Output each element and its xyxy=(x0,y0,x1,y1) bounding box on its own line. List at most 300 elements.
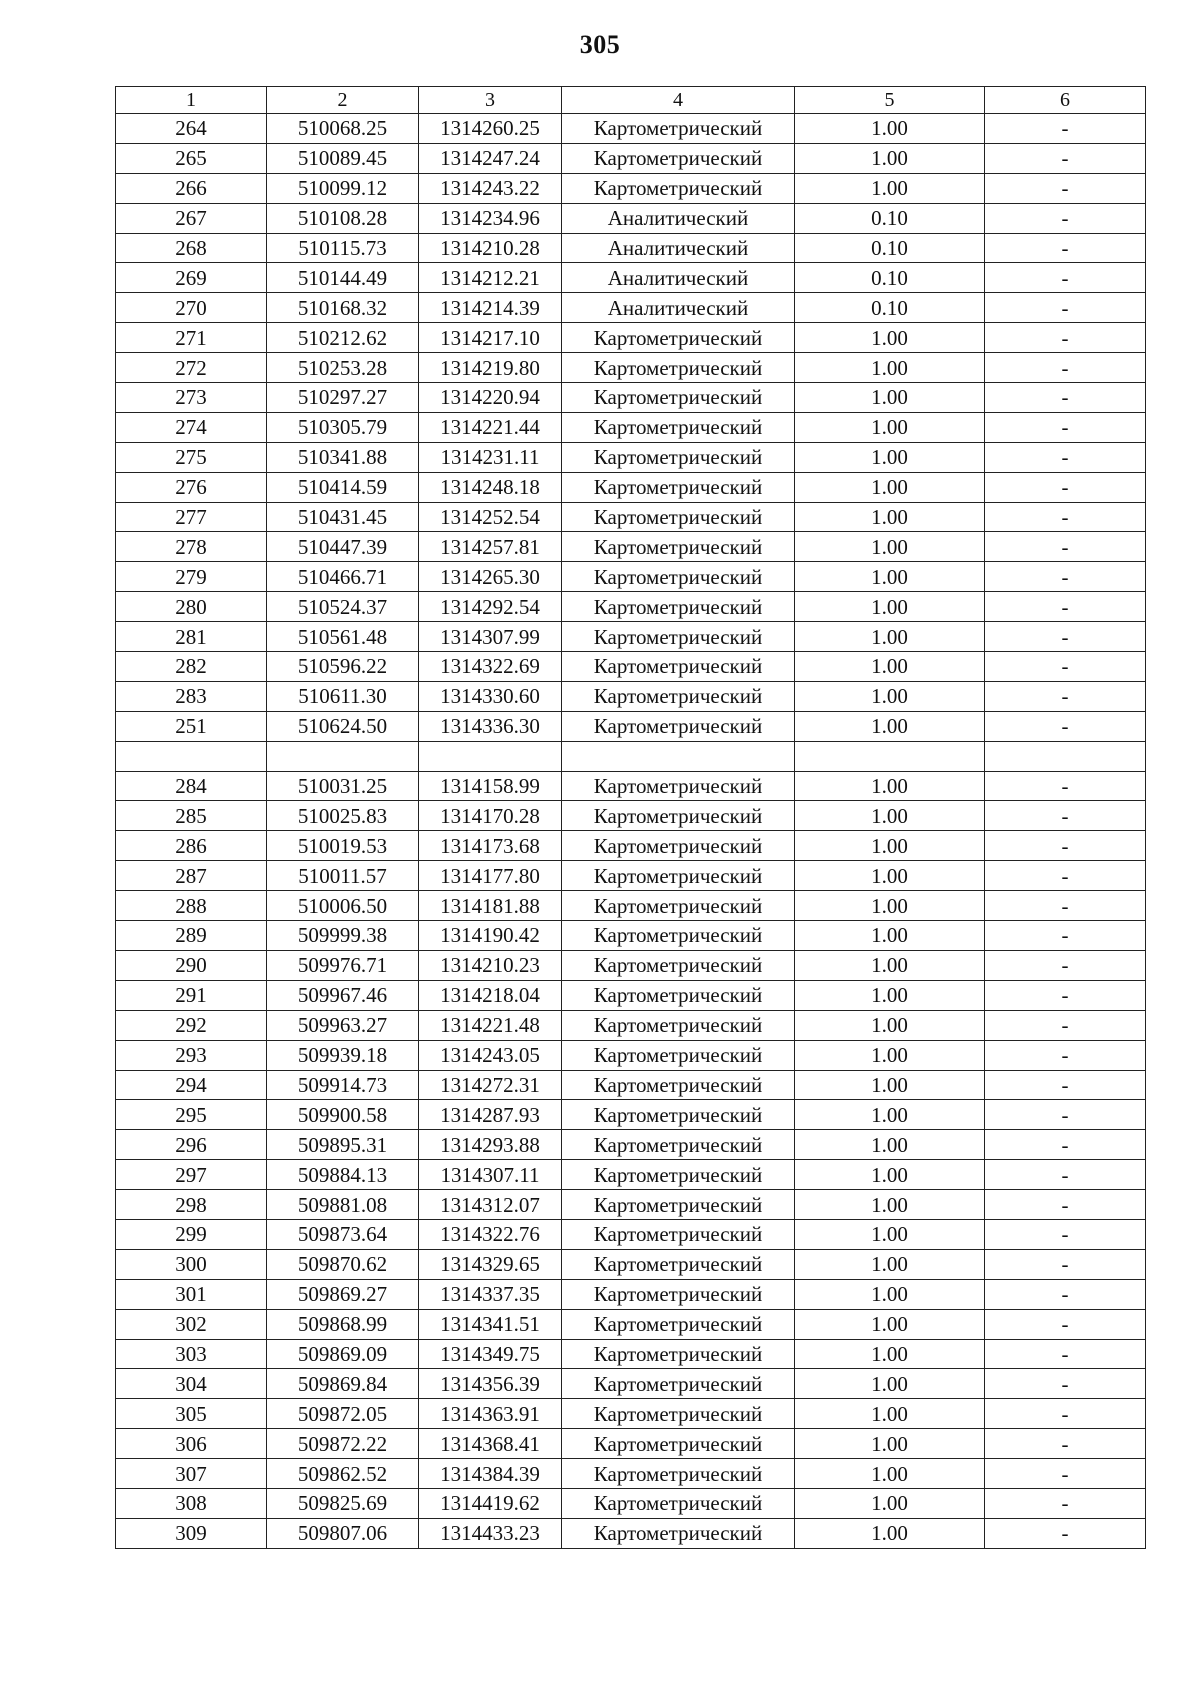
method-cell: Картометрический xyxy=(562,1309,795,1339)
note-cell: - xyxy=(985,1369,1146,1399)
x-coordinate-cell: 510068.25 xyxy=(267,114,419,144)
x-coordinate-cell: 509884.13 xyxy=(267,1160,419,1190)
method-cell: Картометрический xyxy=(562,861,795,891)
point-number-cell: 283 xyxy=(116,681,267,711)
method-cell: Аналитический xyxy=(562,233,795,263)
x-coordinate-cell: 510212.62 xyxy=(267,323,419,353)
table-row xyxy=(116,592,1146,622)
point-number-cell: 251 xyxy=(116,711,267,741)
table-row xyxy=(116,1429,1146,1459)
method-cell: Картометрический xyxy=(562,652,795,682)
table-row xyxy=(116,1339,1146,1369)
accuracy-cell: 1.00 xyxy=(795,1160,985,1190)
table-row xyxy=(116,383,1146,413)
x-coordinate-cell: 510144.49 xyxy=(267,263,419,293)
y-coordinate-cell: 1314356.39 xyxy=(419,1369,562,1399)
y-coordinate-cell: 1314336.30 xyxy=(419,711,562,741)
y-coordinate-cell: 1314231.11 xyxy=(419,442,562,472)
accuracy-cell: 1.00 xyxy=(795,891,985,921)
method-cell: Аналитический xyxy=(562,203,795,233)
method-cell: Картометрический xyxy=(562,1219,795,1249)
note-cell: - xyxy=(985,1249,1146,1279)
note-cell: - xyxy=(985,353,1146,383)
table-row xyxy=(116,1399,1146,1429)
method-cell: Картометрический xyxy=(562,801,795,831)
accuracy-cell: 1.00 xyxy=(795,950,985,980)
note-cell: - xyxy=(985,950,1146,980)
accuracy-cell: 1.00 xyxy=(795,412,985,442)
accuracy-cell: 1.00 xyxy=(795,1429,985,1459)
accuracy-cell: 1.00 xyxy=(795,1309,985,1339)
point-number-cell: 270 xyxy=(116,293,267,323)
accuracy-cell: 1.00 xyxy=(795,980,985,1010)
accuracy-cell: 1.00 xyxy=(795,1518,985,1548)
accuracy-cell: 1.00 xyxy=(795,1190,985,1220)
note-cell: - xyxy=(985,622,1146,652)
note-cell: - xyxy=(985,1429,1146,1459)
note-cell: - xyxy=(985,263,1146,293)
point-number-cell: 295 xyxy=(116,1100,267,1130)
y-coordinate-cell: 1314173.68 xyxy=(419,831,562,861)
x-coordinate-cell: 509895.31 xyxy=(267,1130,419,1160)
column-header: 5 xyxy=(795,87,985,114)
accuracy-cell: 1.00 xyxy=(795,562,985,592)
y-coordinate-cell xyxy=(419,741,562,771)
point-number-cell: 264 xyxy=(116,114,267,144)
note-cell: - xyxy=(985,831,1146,861)
column-header: 1 xyxy=(116,87,267,114)
method-cell: Картометрический xyxy=(562,1429,795,1459)
accuracy-cell: 1.00 xyxy=(795,1339,985,1369)
note-cell: - xyxy=(985,143,1146,173)
point-number-cell: 307 xyxy=(116,1459,267,1489)
y-coordinate-cell: 1314247.24 xyxy=(419,143,562,173)
table-row xyxy=(116,980,1146,1010)
y-coordinate-cell: 1314265.30 xyxy=(419,562,562,592)
point-number-cell: 287 xyxy=(116,861,267,891)
x-coordinate-cell: 509807.06 xyxy=(267,1518,419,1548)
accuracy-cell: 1.00 xyxy=(795,801,985,831)
table-row xyxy=(116,861,1146,891)
accuracy-cell: 1.00 xyxy=(795,383,985,413)
column-header: 4 xyxy=(562,87,795,114)
x-coordinate-cell: 510099.12 xyxy=(267,173,419,203)
point-number-cell: 297 xyxy=(116,1160,267,1190)
x-coordinate-cell: 510524.37 xyxy=(267,592,419,622)
point-number-cell: 300 xyxy=(116,1249,267,1279)
accuracy-cell: 1.00 xyxy=(795,711,985,741)
point-number-cell: 271 xyxy=(116,323,267,353)
table-row xyxy=(116,1459,1146,1489)
table-row xyxy=(116,532,1146,562)
accuracy-cell: 1.00 xyxy=(795,173,985,203)
method-cell: Картометрический xyxy=(562,1488,795,1518)
table-row xyxy=(116,1100,1146,1130)
note-cell: - xyxy=(985,1399,1146,1429)
y-coordinate-cell: 1314341.51 xyxy=(419,1309,562,1339)
y-coordinate-cell: 1314252.54 xyxy=(419,502,562,532)
accuracy-cell: 1.00 xyxy=(795,1488,985,1518)
table-row xyxy=(116,950,1146,980)
point-number-cell: 288 xyxy=(116,891,267,921)
note-cell: - xyxy=(985,891,1146,921)
point-number-cell: 266 xyxy=(116,173,267,203)
table-row xyxy=(116,293,1146,323)
method-cell: Картометрический xyxy=(562,711,795,741)
point-number-cell: 298 xyxy=(116,1190,267,1220)
y-coordinate-cell: 1314293.88 xyxy=(419,1130,562,1160)
accuracy-cell: 1.00 xyxy=(795,502,985,532)
method-cell: Картометрический xyxy=(562,1070,795,1100)
note-cell: - xyxy=(985,1219,1146,1249)
note-cell: - xyxy=(985,114,1146,144)
accuracy-cell: 1.00 xyxy=(795,323,985,353)
x-coordinate-cell: 510596.22 xyxy=(267,652,419,682)
method-cell: Картометрический xyxy=(562,383,795,413)
table-row xyxy=(116,801,1146,831)
point-number-cell: 265 xyxy=(116,143,267,173)
table-row xyxy=(116,622,1146,652)
table-row xyxy=(116,1219,1146,1249)
table-row xyxy=(116,1369,1146,1399)
table-row xyxy=(116,1190,1146,1220)
method-cell: Картометрический xyxy=(562,681,795,711)
table-row xyxy=(116,771,1146,801)
accuracy-cell xyxy=(795,741,985,771)
x-coordinate-cell: 510089.45 xyxy=(267,143,419,173)
method-cell: Картометрический xyxy=(562,1160,795,1190)
table-row xyxy=(116,831,1146,861)
method-cell: Картометрический xyxy=(562,1190,795,1220)
table-row xyxy=(116,442,1146,472)
y-coordinate-cell: 1314214.39 xyxy=(419,293,562,323)
method-cell: Картометрический xyxy=(562,1369,795,1399)
x-coordinate-cell: 510115.73 xyxy=(267,233,419,263)
table-row xyxy=(116,1279,1146,1309)
x-coordinate-cell: 510414.59 xyxy=(267,472,419,502)
y-coordinate-cell: 1314337.35 xyxy=(419,1279,562,1309)
point-number-cell: 282 xyxy=(116,652,267,682)
table-row xyxy=(116,1010,1146,1040)
note-cell: - xyxy=(985,1010,1146,1040)
note-cell: - xyxy=(985,801,1146,831)
x-coordinate-cell: 510019.53 xyxy=(267,831,419,861)
note-cell: - xyxy=(985,233,1146,263)
y-coordinate-cell: 1314217.10 xyxy=(419,323,562,353)
accuracy-cell: 0.10 xyxy=(795,233,985,263)
x-coordinate-cell: 509900.58 xyxy=(267,1100,419,1130)
note-cell: - xyxy=(985,293,1146,323)
x-coordinate-cell: 510466.71 xyxy=(267,562,419,592)
y-coordinate-cell: 1314219.80 xyxy=(419,353,562,383)
method-cell: Картометрический xyxy=(562,1040,795,1070)
point-number-cell: 272 xyxy=(116,353,267,383)
accuracy-cell: 1.00 xyxy=(795,1070,985,1100)
method-cell: Картометрический xyxy=(562,831,795,861)
point-number-cell: 291 xyxy=(116,980,267,1010)
accuracy-cell: 0.10 xyxy=(795,293,985,323)
point-number-cell: 280 xyxy=(116,592,267,622)
method-cell: Аналитический xyxy=(562,263,795,293)
x-coordinate-cell: 509914.73 xyxy=(267,1070,419,1100)
accuracy-cell: 1.00 xyxy=(795,1279,985,1309)
point-number-cell xyxy=(116,741,267,771)
y-coordinate-cell: 1314330.60 xyxy=(419,681,562,711)
accuracy-cell: 1.00 xyxy=(795,1399,985,1429)
note-cell: - xyxy=(985,442,1146,472)
accuracy-cell: 1.00 xyxy=(795,1369,985,1399)
page-number: 305 xyxy=(579,30,621,59)
method-cell: Картометрический xyxy=(562,1339,795,1369)
x-coordinate-cell: 509870.62 xyxy=(267,1249,419,1279)
x-coordinate-cell: 510253.28 xyxy=(267,353,419,383)
method-cell: Картометрический xyxy=(562,114,795,144)
x-coordinate-cell: 509976.71 xyxy=(267,950,419,980)
note-cell: - xyxy=(985,562,1146,592)
accuracy-cell: 1.00 xyxy=(795,681,985,711)
point-number-cell: 277 xyxy=(116,502,267,532)
note-cell: - xyxy=(985,173,1146,203)
x-coordinate-cell: 509963.27 xyxy=(267,1010,419,1040)
accuracy-cell: 1.00 xyxy=(795,592,985,622)
note-cell: - xyxy=(985,1040,1146,1070)
method-cell: Картометрический xyxy=(562,891,795,921)
point-number-cell: 269 xyxy=(116,263,267,293)
point-number-cell: 286 xyxy=(116,831,267,861)
table-row xyxy=(116,233,1146,263)
table-row xyxy=(116,1160,1146,1190)
x-coordinate-cell: 510447.39 xyxy=(267,532,419,562)
y-coordinate-cell: 1314221.48 xyxy=(419,1010,562,1040)
method-cell: Картометрический xyxy=(562,143,795,173)
method-cell: Картометрический xyxy=(562,622,795,652)
note-cell: - xyxy=(985,1339,1146,1369)
method-cell: Картометрический xyxy=(562,1459,795,1489)
accuracy-cell: 1.00 xyxy=(795,472,985,502)
point-number-cell: 289 xyxy=(116,921,267,951)
y-coordinate-cell: 1314234.96 xyxy=(419,203,562,233)
table-row xyxy=(116,1309,1146,1339)
note-cell: - xyxy=(985,412,1146,442)
accuracy-cell: 1.00 xyxy=(795,771,985,801)
method-cell: Картометрический xyxy=(562,1249,795,1279)
y-coordinate-cell: 1314329.65 xyxy=(419,1249,562,1279)
method-cell: Картометрический xyxy=(562,592,795,622)
note-cell: - xyxy=(985,472,1146,502)
accuracy-cell: 1.00 xyxy=(795,1130,985,1160)
y-coordinate-cell: 1314260.25 xyxy=(419,114,562,144)
column-header: 3 xyxy=(419,87,562,114)
x-coordinate-cell: 509872.05 xyxy=(267,1399,419,1429)
note-cell: - xyxy=(985,1070,1146,1100)
x-coordinate-cell: 510431.45 xyxy=(267,502,419,532)
point-number-cell: 268 xyxy=(116,233,267,263)
method-cell: Картометрический xyxy=(562,1010,795,1040)
y-coordinate-cell: 1314221.44 xyxy=(419,412,562,442)
y-coordinate-cell: 1314272.31 xyxy=(419,1070,562,1100)
point-number-cell: 279 xyxy=(116,562,267,592)
y-coordinate-cell: 1314220.94 xyxy=(419,383,562,413)
x-coordinate-cell: 509881.08 xyxy=(267,1190,419,1220)
point-number-cell: 274 xyxy=(116,412,267,442)
point-number-cell: 296 xyxy=(116,1130,267,1160)
method-cell: Картометрический xyxy=(562,532,795,562)
point-number-cell: 305 xyxy=(116,1399,267,1429)
method-cell: Картометрический xyxy=(562,173,795,203)
x-coordinate-cell: 509868.99 xyxy=(267,1309,419,1339)
x-coordinate-cell: 509999.38 xyxy=(267,921,419,951)
method-cell: Картометрический xyxy=(562,1399,795,1429)
y-coordinate-cell: 1314212.21 xyxy=(419,263,562,293)
method-cell: Картометрический xyxy=(562,921,795,951)
coordinates-table xyxy=(115,86,1146,1549)
table-row xyxy=(116,472,1146,502)
point-number-cell: 285 xyxy=(116,801,267,831)
y-coordinate-cell: 1314349.75 xyxy=(419,1339,562,1369)
table-row xyxy=(116,502,1146,532)
point-number-cell: 294 xyxy=(116,1070,267,1100)
note-cell: - xyxy=(985,711,1146,741)
note-cell: - xyxy=(985,1518,1146,1548)
x-coordinate-cell: 509825.69 xyxy=(267,1488,419,1518)
note-cell: - xyxy=(985,383,1146,413)
point-number-cell: 284 xyxy=(116,771,267,801)
x-coordinate-cell: 510168.32 xyxy=(267,293,419,323)
accuracy-cell: 1.00 xyxy=(795,1040,985,1070)
y-coordinate-cell: 1314243.05 xyxy=(419,1040,562,1070)
table-row xyxy=(116,173,1146,203)
point-number-cell: 278 xyxy=(116,532,267,562)
y-coordinate-cell: 1314287.93 xyxy=(419,1100,562,1130)
accuracy-cell: 1.00 xyxy=(795,831,985,861)
note-cell: - xyxy=(985,1309,1146,1339)
table-row xyxy=(116,323,1146,353)
x-coordinate-cell: 510611.30 xyxy=(267,681,419,711)
accuracy-cell: 1.00 xyxy=(795,622,985,652)
x-coordinate-cell xyxy=(267,741,419,771)
y-coordinate-cell: 1314243.22 xyxy=(419,173,562,203)
table-row xyxy=(116,143,1146,173)
method-cell: Картометрический xyxy=(562,771,795,801)
y-coordinate-cell: 1314307.99 xyxy=(419,622,562,652)
accuracy-cell: 1.00 xyxy=(795,1459,985,1489)
method-cell xyxy=(562,741,795,771)
accuracy-cell: 1.00 xyxy=(795,1249,985,1279)
table-row xyxy=(116,353,1146,383)
x-coordinate-cell: 510006.50 xyxy=(267,891,419,921)
column-header: 2 xyxy=(267,87,419,114)
method-cell: Картометрический xyxy=(562,980,795,1010)
table-row xyxy=(116,891,1146,921)
note-cell: - xyxy=(985,1488,1146,1518)
point-number-cell: 275 xyxy=(116,442,267,472)
method-cell: Картометрический xyxy=(562,1518,795,1548)
point-number-cell: 290 xyxy=(116,950,267,980)
method-cell: Картометрический xyxy=(562,442,795,472)
y-coordinate-cell: 1314419.62 xyxy=(419,1488,562,1518)
y-coordinate-cell: 1314190.42 xyxy=(419,921,562,951)
point-number-cell: 306 xyxy=(116,1429,267,1459)
accuracy-cell: 1.00 xyxy=(795,1010,985,1040)
y-coordinate-cell: 1314384.39 xyxy=(419,1459,562,1489)
point-number-cell: 292 xyxy=(116,1010,267,1040)
note-cell: - xyxy=(985,1130,1146,1160)
method-cell: Картометрический xyxy=(562,1279,795,1309)
note-cell: - xyxy=(985,652,1146,682)
note-cell: - xyxy=(985,592,1146,622)
y-coordinate-cell: 1314170.28 xyxy=(419,801,562,831)
table-row xyxy=(116,681,1146,711)
method-cell: Картометрический xyxy=(562,950,795,980)
table-row xyxy=(116,263,1146,293)
accuracy-cell: 1.00 xyxy=(795,1219,985,1249)
method-cell: Картометрический xyxy=(562,562,795,592)
method-cell: Картометрический xyxy=(562,323,795,353)
table-row xyxy=(116,652,1146,682)
accuracy-cell: 0.10 xyxy=(795,203,985,233)
point-number-cell: 273 xyxy=(116,383,267,413)
x-coordinate-cell: 510341.88 xyxy=(267,442,419,472)
table-row xyxy=(116,741,1146,771)
y-coordinate-cell: 1314210.28 xyxy=(419,233,562,263)
accuracy-cell: 1.00 xyxy=(795,861,985,891)
y-coordinate-cell: 1314181.88 xyxy=(419,891,562,921)
table-row xyxy=(116,1518,1146,1548)
x-coordinate-cell: 510624.50 xyxy=(267,711,419,741)
x-coordinate-cell: 510108.28 xyxy=(267,203,419,233)
point-number-cell: 299 xyxy=(116,1219,267,1249)
x-coordinate-cell: 509869.27 xyxy=(267,1279,419,1309)
table-row xyxy=(116,1488,1146,1518)
table-body xyxy=(116,87,1146,1549)
note-cell: - xyxy=(985,203,1146,233)
accuracy-cell: 1.00 xyxy=(795,114,985,144)
note-cell: - xyxy=(985,532,1146,562)
y-coordinate-cell: 1314322.76 xyxy=(419,1219,562,1249)
note-cell: - xyxy=(985,1190,1146,1220)
note-cell: - xyxy=(985,323,1146,353)
x-coordinate-cell: 509869.09 xyxy=(267,1339,419,1369)
x-coordinate-cell: 510031.25 xyxy=(267,771,419,801)
note-cell: - xyxy=(985,1160,1146,1190)
accuracy-cell: 0.10 xyxy=(795,263,985,293)
table-row xyxy=(116,1070,1146,1100)
accuracy-cell: 1.00 xyxy=(795,353,985,383)
x-coordinate-cell: 510025.83 xyxy=(267,801,419,831)
table-row xyxy=(116,562,1146,592)
table-row xyxy=(116,711,1146,741)
table-header-row xyxy=(116,87,1146,114)
note-cell: - xyxy=(985,502,1146,532)
table-row xyxy=(116,203,1146,233)
accuracy-cell: 1.00 xyxy=(795,442,985,472)
table-row xyxy=(116,1040,1146,1070)
x-coordinate-cell: 510011.57 xyxy=(267,861,419,891)
method-cell: Картометрический xyxy=(562,502,795,532)
y-coordinate-cell: 1314257.81 xyxy=(419,532,562,562)
table-row xyxy=(116,412,1146,442)
table-row xyxy=(116,114,1146,144)
note-cell: - xyxy=(985,980,1146,1010)
method-cell: Картометрический xyxy=(562,1100,795,1130)
y-coordinate-cell: 1314322.69 xyxy=(419,652,562,682)
note-cell: - xyxy=(985,681,1146,711)
method-cell: Аналитический xyxy=(562,293,795,323)
y-coordinate-cell: 1314433.23 xyxy=(419,1518,562,1548)
method-cell: Картометрический xyxy=(562,472,795,502)
x-coordinate-cell: 509862.52 xyxy=(267,1459,419,1489)
accuracy-cell: 1.00 xyxy=(795,921,985,951)
